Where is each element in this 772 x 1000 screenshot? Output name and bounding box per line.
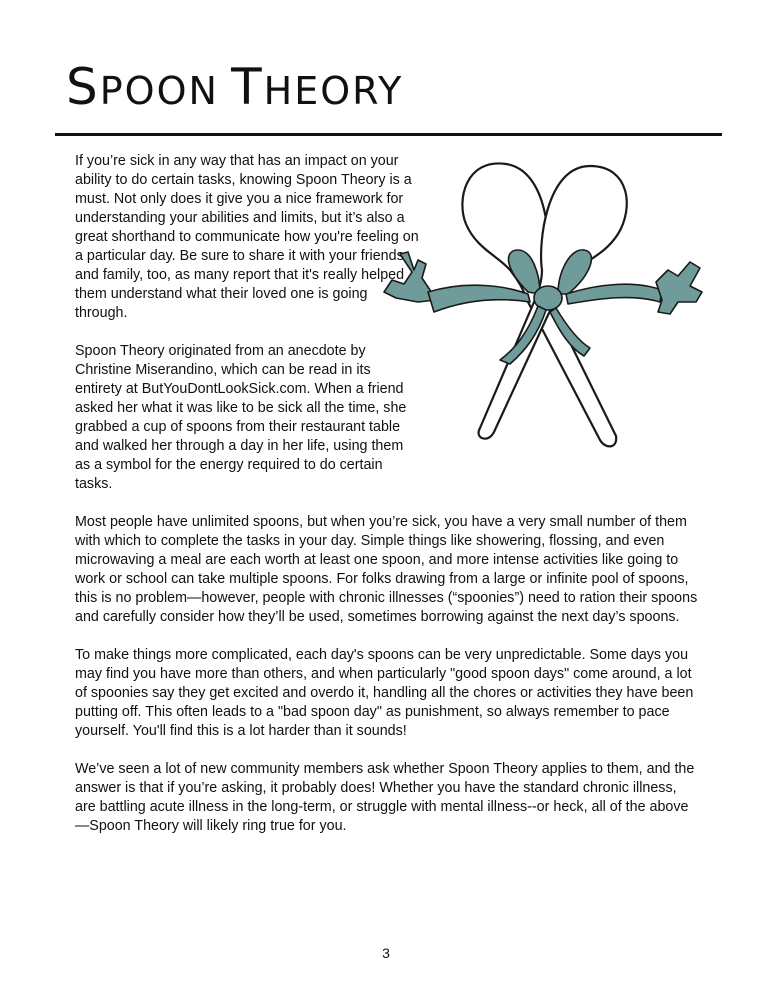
article-body xyxy=(75,152,699,855)
title-rest-1: POON xyxy=(99,69,219,113)
title-rest-2: HEORY xyxy=(263,69,404,113)
paragraph-intro: If you’re sick in any way that has an impact on your ability to do certain tasks, knowing Spoon Theory is a must. Not only does it give you a nice framework for understanding your abilities and limits, but it’s also a great shorthand to communicate how you're feeling on a particular day. Be sure to share it with your friends and family, too, as many report that it's really helped them understand what their loved one is going through. xyxy=(75,153,419,321)
paragraph-unlimited-spoons: Most people have unlimited spoons, but when you’re sick, you have a very small number of them with which to complete the tasks in your day. Simple things like showering, flossing, and even microwaving a meal are each worth at least one spoon, and more intense activities like going to work or school can take multiple spoons. For folks drawing from a large or infinite pool of spoons, this is no problem—however, people with chronic illnesses (“spoonies”) need to ration their spoons and carefully consider how they’ll be used, sometimes borrowing against the next day’s spoons. xyxy=(75,514,698,625)
paragraph-community: We’ve seen a lot of new community members ask whether Spoon Theory applies to them, and the answer is that if you’re asking, it probably does! Whether you have the standard chronic illness, are battling acute illness in the long-term, or struggle with mental illness--or heck, all of the above—Spoon Theory will likely ring true for you. xyxy=(75,761,695,834)
page-title xyxy=(66,58,404,116)
paragraph-unpredictable: To make things more complicated, each day's spoons can be very unpredictable. Some days you may find you have more than others, and when particularly "good spoon days" come around, a lot of spoonies say they get excited and overdo it, handling all the chores or activities they have been putting off. This often leads to a "bad spoon day" as punishment, so always remember to pace yourself. You'll find this is a lot harder than it sounds! xyxy=(75,647,694,739)
title-rule xyxy=(55,133,722,136)
paragraph-origin: Spoon Theory originated from an anecdote by Christine Miserandino, which can be read in its entirety at ButYouDontLookSick.com. When a friend asked her what it was like to be sick all the time, she grabbed a cup of spoons from their restaurant table and walked her through a day in her life, using them as a symbol for the energy required to do certain tasks. xyxy=(75,343,407,492)
title-cap-2: T xyxy=(231,58,264,116)
title-cap-1: S xyxy=(66,58,100,116)
illustration-spacer xyxy=(420,152,772,474)
page-number: 3 xyxy=(382,945,390,961)
